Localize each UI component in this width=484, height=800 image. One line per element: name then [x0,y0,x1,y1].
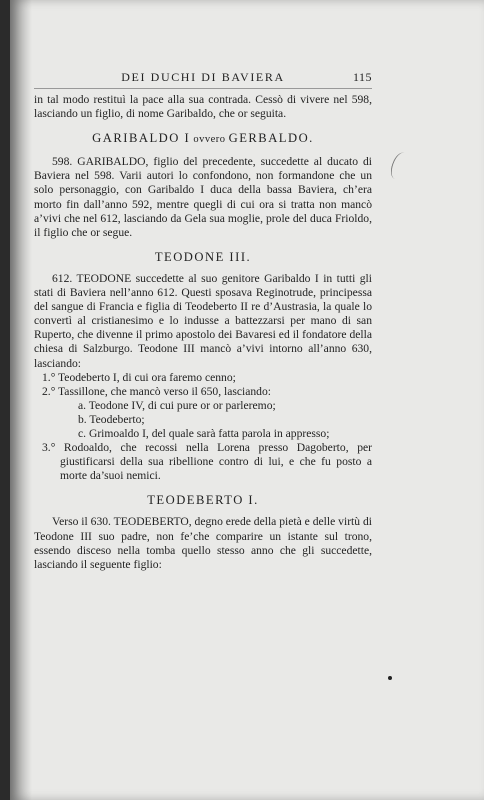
page-body [34,66,372,572]
section-heading-garibaldo [34,131,372,147]
paragraph-teodeberto: Verso il 630. TEODEBERTO, degno erede della pietà e delle virtù di Teodone III suo padre, non fe’che comparire un istante sul trono, essendo disceso nella tomba quello stesso anno che gli succedette, lasciando il seguente figlio: [34,515,372,571]
list-item: a. Teodone IV, di cui pure or or parleremo; [78,398,276,412]
paragraph-teodone: 612. TEODONE succedette al suo genitore Garibaldo I in tutti gli stati di Baviera nell’anno 612. Questi sposava Reginotrude, principessa del sangue di Francia e figlia di Teodeberto II re d’Austrasia, la quale lo convertì al cristianesimo e lo indusse a battezzarsi per mano di san Ruperto, che divenne il primo apostolo dei Bavaresi ed il fondatore della chiesa di Salzburgo. Teodone III mancò a’vivi intorno all’anno 630, lasciando: [34,271,372,370]
running-head [34,66,372,89]
heading-main: GARIBALDO I [92,131,191,146]
intro-paragraph: in tal modo restituì la pace alla sua contrada. Cessò di vivere nel 598, lasciando un figlio, di nome Garibaldo, che or seguita. [34,93,372,121]
list-item: 1.° Teodeberto I, di cui ora faremo cenno; [42,370,236,384]
margin-ink-dot [388,676,392,680]
gutter-shadow [10,0,32,800]
heading-connector: ovvero [190,134,229,146]
list-item: 2.° Tassillone, che mancò verso il 650, lasciando: [42,384,271,398]
list-item: c. Grimoaldo I, del quale sarà fatta parola in appresso; [78,426,330,440]
section-heading-teodeberto: TEODEBERTO I. [147,493,259,508]
section-heading-teodone: TEODONE III. [154,249,252,264]
running-head-title: DEI DUCHI DI BAVIERA [121,70,285,84]
grandchildren-list [34,399,372,441]
heading-alt: GERBALDO. [228,131,314,146]
children-list [34,371,372,399]
book-page [10,0,484,800]
list-item: 3.° Rodoaldo, che recossi nella Lorena presso Dagoberto, per giustificarsi della sua ribellione contro di lui, e che fu posto a morte da’suoi nemici. [42,441,372,483]
list-item: b. Teodeberto; [78,412,145,426]
margin-pencil-mark [388,150,412,181]
children-list-cont [34,441,372,483]
paragraph-garibaldo: 598. GARIBALDO, figlio del precedente, succedette al ducato di Baviera nel 598. Varii autori lo confondono, non formandone che un solo personaggio, con Garibaldo I duca della bassa Baviera, ch’era morto fin dall’anno 592, mentre quegli di cui ora si tratta non mancò a’vivi che nel 612, lasciando da Gela sua moglie, prole del duca Frioldo, il figlio che or segue. [34,155,372,239]
page-number: 115 [352,70,372,84]
